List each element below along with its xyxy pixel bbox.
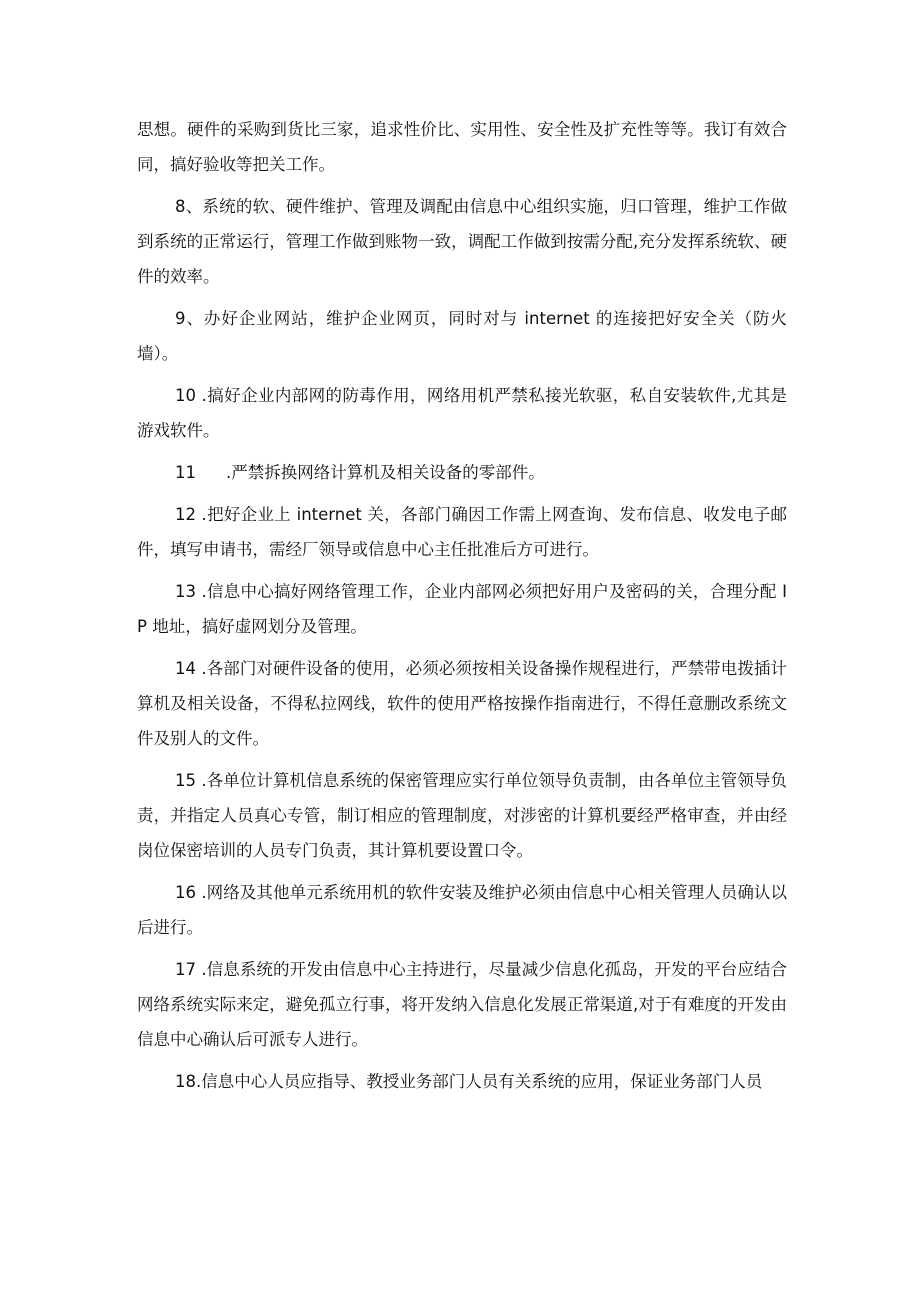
paragraph-text: 信息中心人员应指导、教授业务部门人员有关系统的应用，保证业务部门人员 — [201, 1072, 763, 1091]
paragraph-text: .搞好企业内部网的防毒作用，网络用机严禁私接光软驱，私自安装软件,尤其是游戏软件。 — [137, 386, 787, 440]
paragraph-item-9 — [137, 301, 787, 371]
paragraph-text: .网络及其他单元系统用机的软件安装及维护必须由信息中心相关管理人员确认以后进行。 — [137, 883, 787, 937]
paragraph-item-17 — [137, 952, 787, 1057]
item-number: 12 — [175, 505, 196, 524]
paragraph-item-14 — [137, 651, 787, 756]
item-number: 11 — [175, 463, 196, 482]
item-number: 10 — [175, 386, 196, 405]
paragraph-text: .各部门对硬件设备的使用，必须必须按相关设备操作规程进行，严禁带电拨插计算机及相关设备，不得私拉网线，软件的使用严格按操作指南进行，不得任意删改系统文件及别人的文件。 — [137, 659, 787, 748]
item-number: 9、 — [175, 309, 204, 328]
item-number: 13 — [175, 582, 196, 601]
paragraph-item-11 — [137, 455, 787, 490]
paragraph-text: 系统的软、硬件维护、管理及调配由信息中心组织实施，归口管理，维护工作做到系统的正常运行，管理工作做到账物一致，调配工作做到按需分配,充分发挥系统软、硬件的效率。 — [137, 197, 788, 286]
paragraph-item-10 — [137, 378, 787, 448]
paragraph-text: .信息系统的开发由信息中心主持进行，尽量减少信息化孤岛，开发的平台应结合网络系统实际来定，避免孤立行事，将开发纳入信息化发展正常渠道,对于有难度的开发由信息中心确认后可派专人进行。 — [137, 960, 787, 1049]
item-number: 17 — [175, 960, 196, 979]
paragraph-continuation — [137, 112, 787, 182]
paragraph-item-8 — [137, 189, 787, 294]
paragraph-item-12 — [137, 497, 787, 567]
paragraph-text: .严禁拆换网络计算机及相关设备的零部件。 — [226, 463, 545, 482]
paragraph-item-16 — [137, 875, 787, 945]
item-number: 15 — [175, 771, 196, 790]
paragraph-text: .各单位计算机信息系统的保密管理应实行单位领导负责制，由各单位主管领导负责，并指定人员真心专管，制订相应的管理制度，对涉密的计算机要经严格审查，并由经岗位保密培训的人员专门负责，其计算机要设置口令。 — [137, 771, 787, 860]
paragraph-text: 思想。硬件的采购到货比三家，追求性价比、实用性、安全性及扩充性等等。我订有效合同，搞好验收等把关工作。 — [137, 120, 787, 174]
paragraph-item-18 — [137, 1064, 787, 1099]
item-number: 18. — [175, 1072, 202, 1091]
paragraph-text: 办好企业网站，维护企业网页，同时对与 internet 的连接把好安全关（防火墙）。 — [137, 309, 787, 363]
paragraph-text: .信息中心搞好网络管理工作，企业内部网必须把好用户及密码的关，合理分配 IP 地址，搞好虚网划分及管理。 — [137, 582, 787, 636]
item-number: 8、 — [175, 197, 203, 216]
document-body — [137, 112, 787, 1106]
item-number: 16 — [175, 883, 196, 902]
item-number: 14 — [175, 659, 196, 678]
paragraph-item-15 — [137, 763, 787, 868]
paragraph-text: .把好企业上 internet 关，各部门确因工作需上网查询、发布信息、收发电子邮件，填写申请书，需经厂领导或信息中心主任批准后方可进行。 — [137, 505, 787, 559]
paragraph-item-13 — [137, 574, 787, 644]
